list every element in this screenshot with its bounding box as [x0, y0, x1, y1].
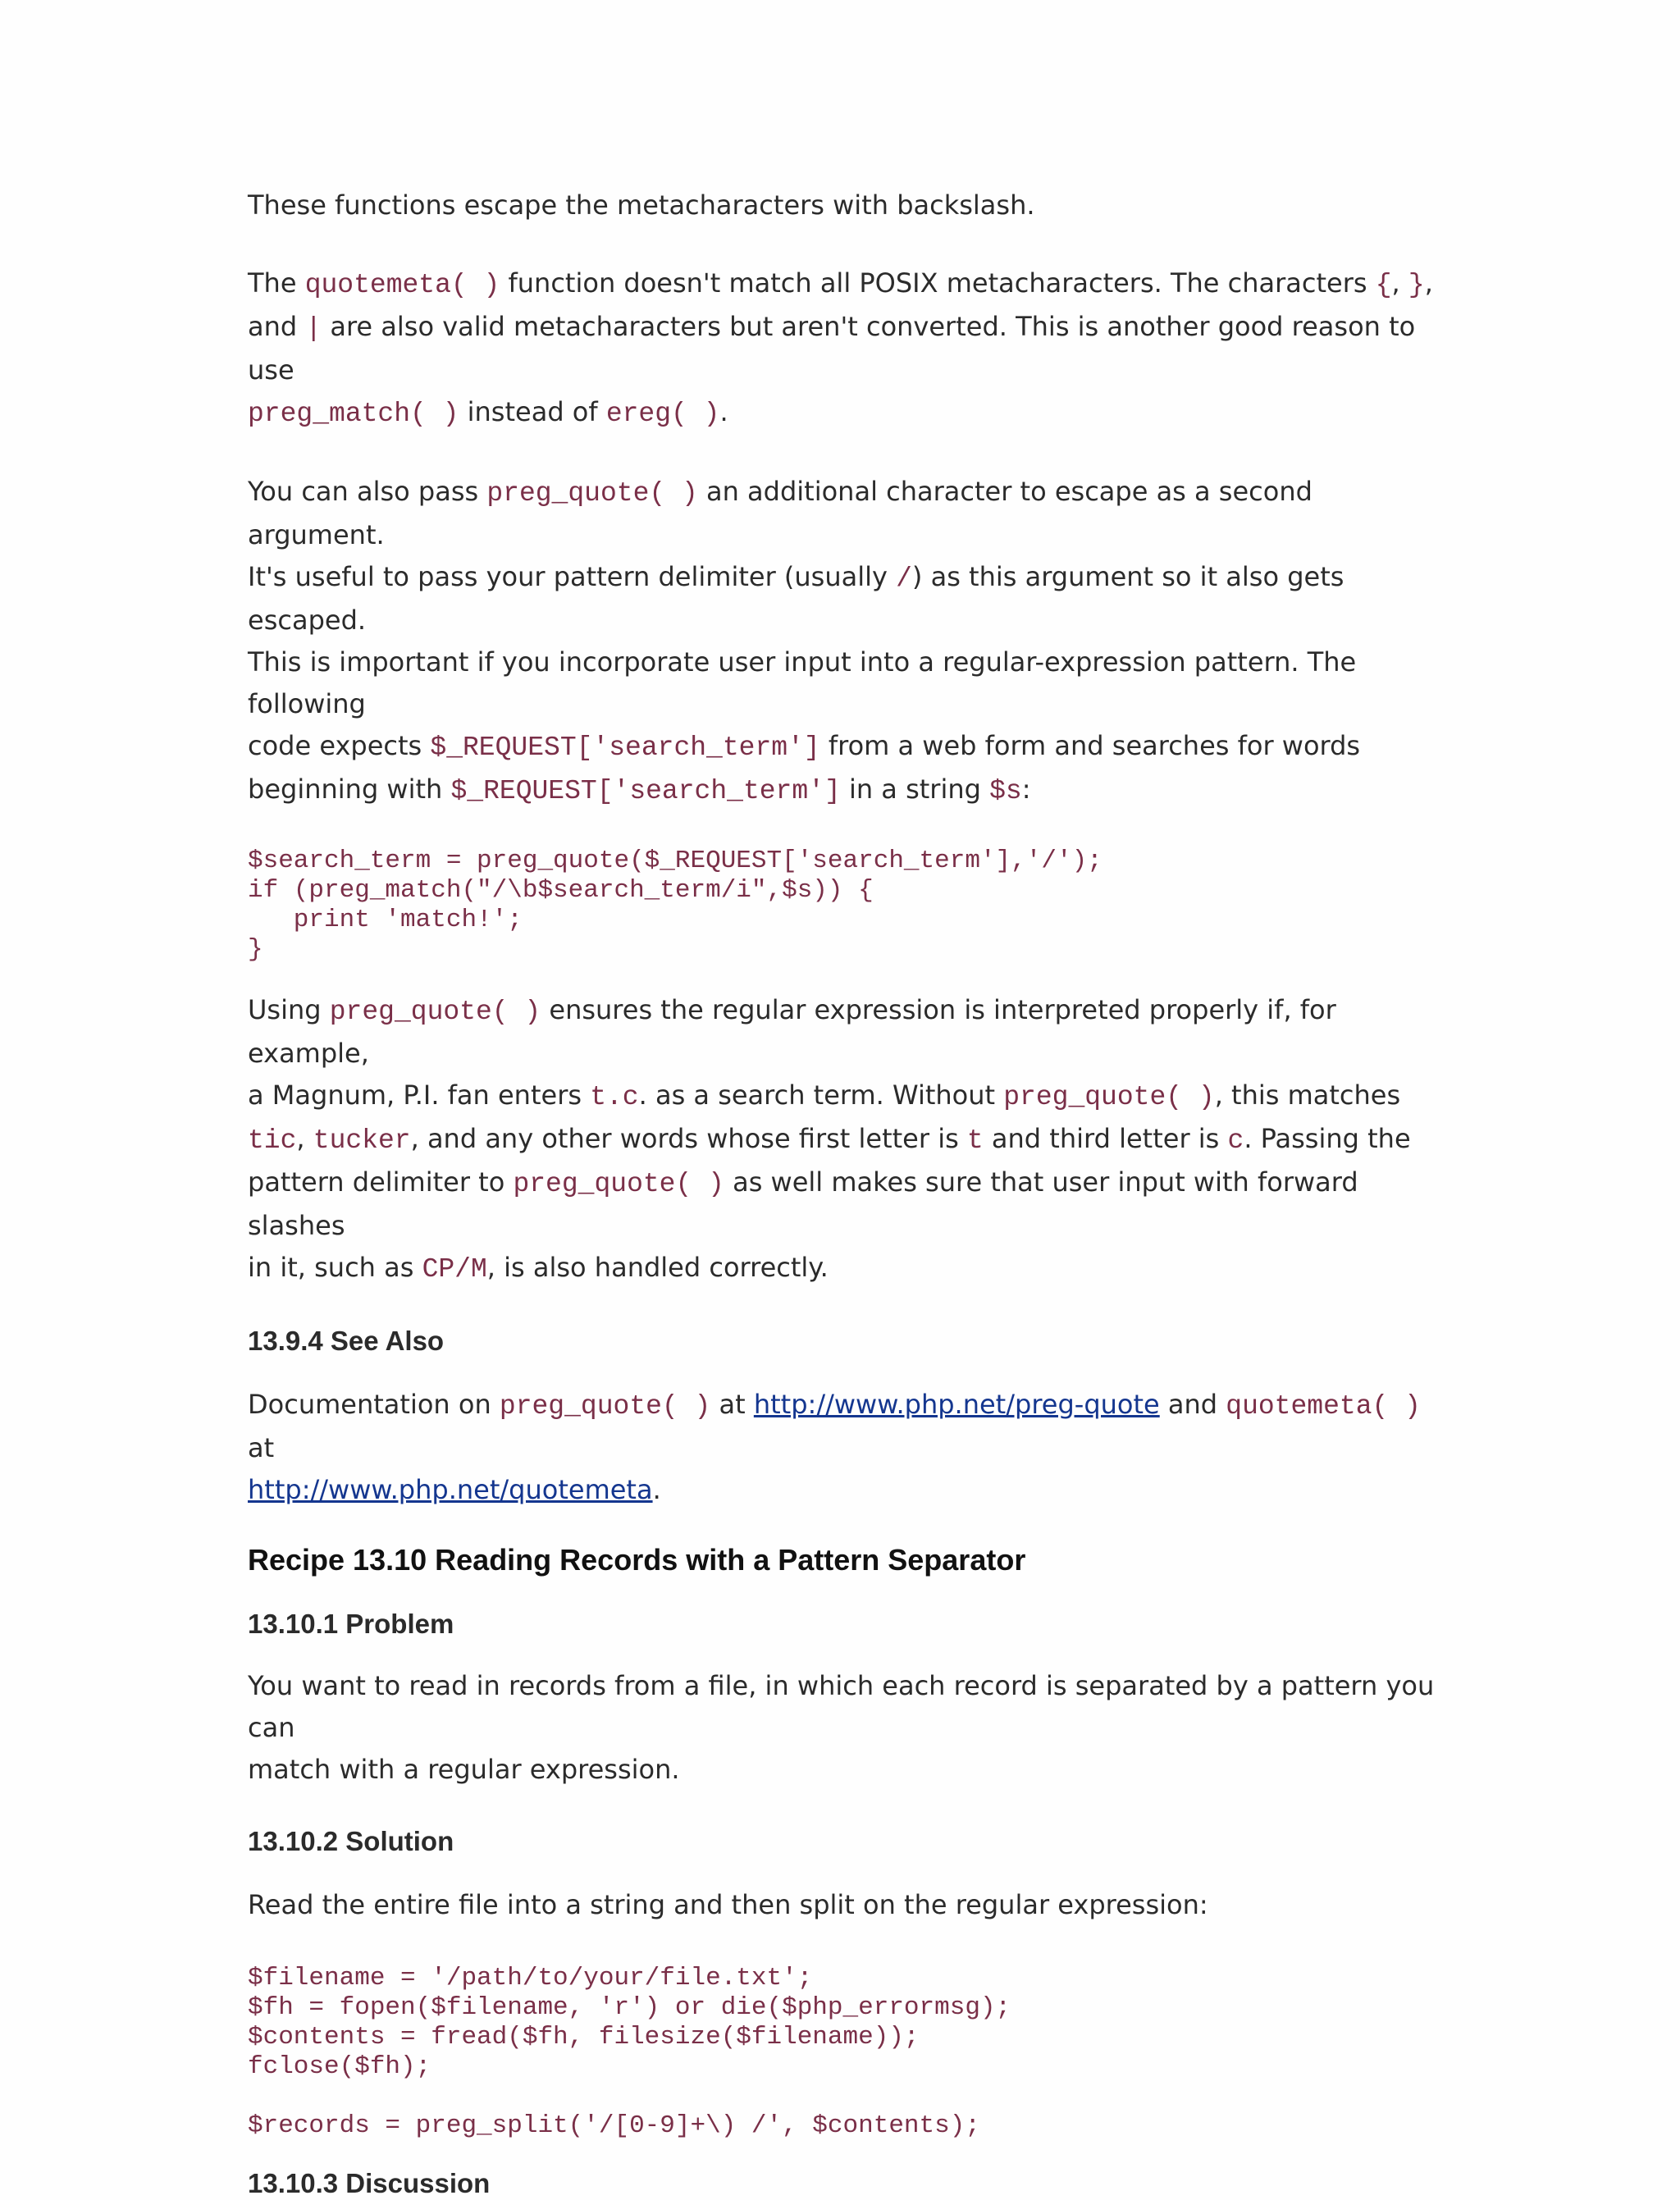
text: :: [1021, 774, 1031, 805]
inline-code: tucker: [313, 1125, 411, 1156]
text: It's useful to pass your pattern delimiter (usually: [248, 561, 897, 592]
text: function doesn't match all POSIX metacharacters. The characters: [500, 267, 1376, 299]
inline-code: |: [305, 313, 322, 344]
text: and: [248, 311, 306, 342]
text: You can also pass: [248, 476, 487, 507]
inline-code: $_REQUEST['search_term']: [450, 776, 841, 806]
paragraph-solution: [248, 1884, 1445, 1926]
text: a Magnum, P.I. fan enters: [248, 1079, 591, 1111]
inline-code: preg_match( ): [248, 399, 459, 429]
code-block-read-records: $filename = '/path/to/your/file.txt'; $fh = fopen($filename, 'r') or die($php_errormsg); $contents = fread($fh, filesize($filename)); fclose($fh); $records = preg_split('/[0-9]+\) /', $contents);: [248, 1964, 1011, 2140]
text: ensures the regular expression is interpreted properly if, for example,: [248, 994, 1336, 1069]
text: The: [248, 267, 305, 299]
text: . Passing the: [1244, 1123, 1411, 1154]
text: Using: [248, 994, 330, 1025]
paragraph-escape-intro: [248, 185, 1445, 226]
inline-code: t.c: [590, 1082, 639, 1112]
text: pattern delimiter to: [248, 1166, 514, 1198]
inline-code: {: [1375, 270, 1392, 300]
link-quotemeta[interactable]: http://www.php.net/quotemeta: [248, 1474, 653, 1505]
text: ,: [1391, 267, 1408, 299]
heading-problem: 13.10.1 Problem: [248, 1609, 454, 1639]
heading-solution: 13.10.2 Solution: [248, 1826, 454, 1856]
inline-code: preg_quote( ): [499, 1391, 711, 1422]
inline-code: preg_quote( ): [329, 997, 541, 1027]
inline-code: CP/M: [422, 1254, 487, 1285]
text: are also valid metacharacters but aren't converted. This is another good reason to use: [248, 311, 1416, 386]
link-preg-quote[interactable]: http://www.php.net/preg-quote: [753, 1389, 1160, 1420]
text: ) as this argument so it also gets escaped.: [248, 561, 1344, 636]
text: in it, such as: [248, 1252, 422, 1283]
text: in a string: [840, 774, 990, 805]
text: .: [652, 1474, 661, 1505]
inline-code: $_REQUEST['search_term']: [430, 733, 820, 763]
text: , and any other words whose first letter is: [410, 1123, 967, 1154]
text: code expects: [248, 730, 431, 761]
text: at: [248, 1432, 275, 1463]
text: beginning with: [248, 774, 451, 805]
inline-code: quotemeta( ): [1226, 1391, 1421, 1422]
text: at: [710, 1389, 754, 1420]
text: This is important if you incorporate user input into a regular-expression pattern. The following: [248, 646, 1357, 719]
text: Read the entire file into a string and then split on the regular expression:: [248, 1889, 1208, 1920]
inline-code: $s: [989, 776, 1022, 806]
text: , is also handled correctly.: [486, 1252, 829, 1283]
text: .: [719, 396, 728, 427]
heading-see-also: 13.9.4 See Also: [248, 1326, 445, 1356]
text: . as a search term. Without: [638, 1079, 1004, 1111]
heading-recipe: Recipe 13.10 Reading Records with a Pattern Separator: [248, 1543, 1026, 1577]
text: from a web form and searches for words: [819, 730, 1361, 761]
paragraph-documentation-links: [248, 1384, 1445, 1511]
paragraph-quotemeta: [248, 262, 1445, 435]
text: These functions escape the metacharacters with backslash.: [248, 189, 1035, 221]
paragraph-problem: [248, 1665, 1445, 1791]
text: as well makes sure that user input with forward slashes: [248, 1166, 1358, 1241]
text: ,: [1424, 267, 1433, 299]
text: , this matches: [1214, 1079, 1401, 1111]
code-block-search-term: $search_term = preg_quote($_REQUEST['search_term'],'/'); if (preg_match("/\b$search_term/i",$s)) { print 'match!'; }: [248, 847, 1102, 964]
text: Documentation on: [248, 1389, 500, 1420]
inline-code: }: [1408, 270, 1425, 300]
inline-code: t: [966, 1125, 984, 1156]
text: You want to read in records from a file, in which each record is separated by a pattern you can: [248, 1670, 1435, 1743]
inline-code: tic: [248, 1125, 297, 1156]
text: and third letter is: [983, 1123, 1228, 1154]
paragraph-preg-quote-argument: [248, 471, 1445, 812]
inline-code: /: [896, 564, 912, 594]
text: and: [1159, 1389, 1226, 1420]
document-page: [248, 185, 1445, 2200]
inline-code: preg_quote( ): [513, 1169, 724, 1199]
inline-code: ereg( ): [605, 399, 720, 429]
text: ,: [296, 1123, 313, 1154]
inline-code: quotemeta( ): [304, 270, 500, 300]
paragraph-preg-quote-usage: [248, 989, 1445, 1290]
text: an additional character to escape as a second argument.: [248, 476, 1312, 550]
inline-code: c: [1227, 1125, 1244, 1156]
inline-code: preg_quote( ): [1003, 1082, 1215, 1112]
text: instead of: [459, 396, 606, 427]
text: match with a regular expression.: [248, 1754, 680, 1785]
heading-discussion: 13.10.3 Discussion: [248, 2168, 491, 2198]
inline-code: preg_quote( ): [486, 478, 698, 509]
